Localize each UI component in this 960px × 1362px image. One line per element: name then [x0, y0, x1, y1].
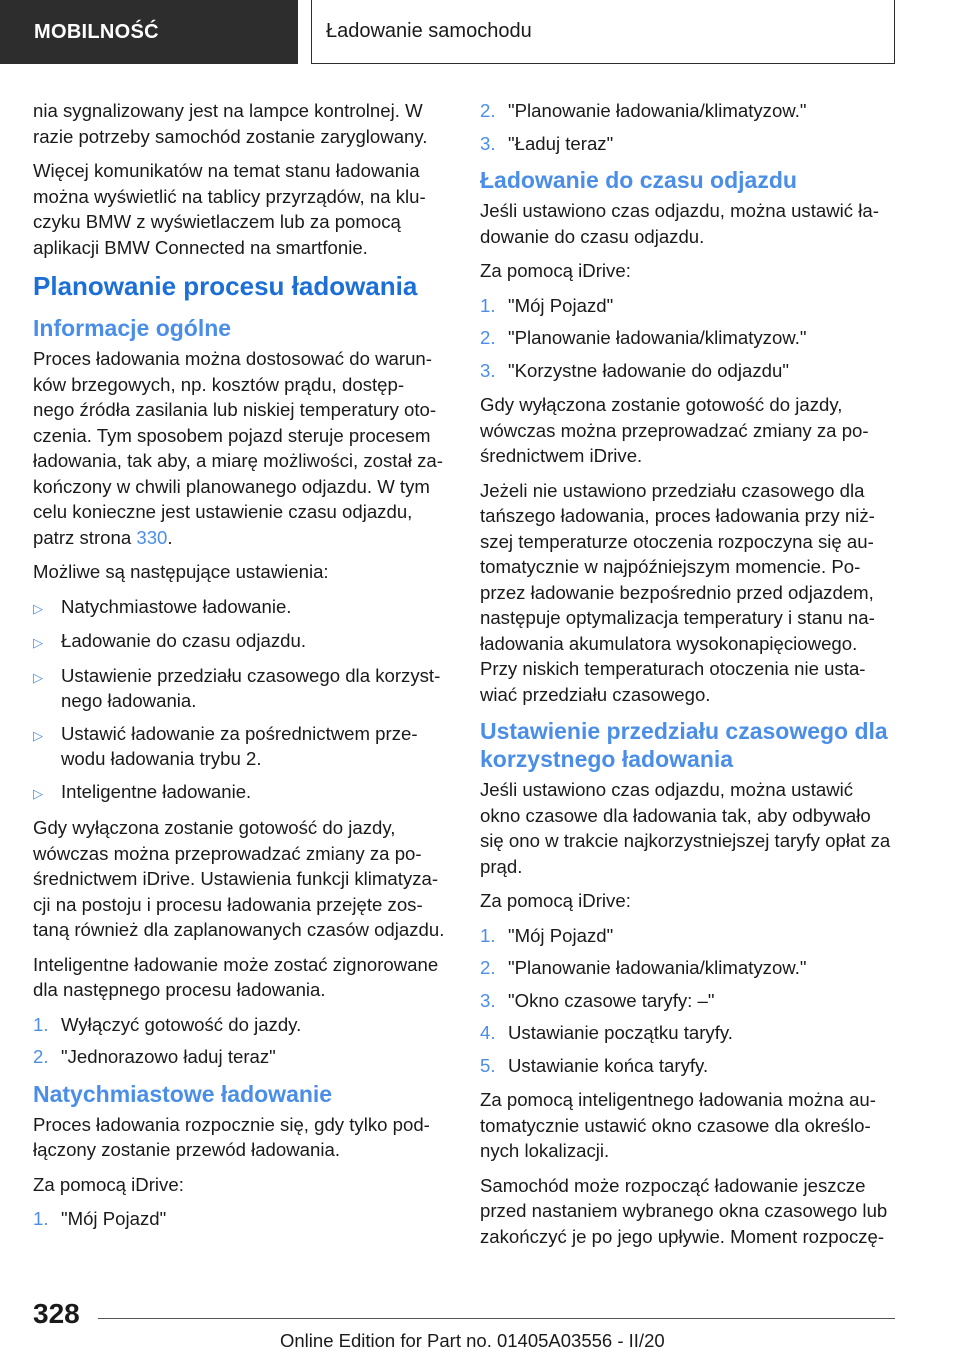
paragraph: Za pomocą iDrive: [480, 890, 631, 911]
numbered-list [480, 293, 895, 384]
paragraph: Jeśli ustawiono czas odjazdu, można ustawić ła- dowanie do czasu odjazdu. [480, 200, 879, 247]
list-item: ▷ Ustawienie przedziału czasowego dla korzyst- nego ładowania. [33, 663, 448, 714]
numbered-list [33, 1012, 448, 1070]
paragraph: Za pomocą inteligentnego ładowania można au- tomatycznie ustawić okno czasowe dla określo- nych lokalizacji. [480, 1089, 876, 1161]
left-column [33, 98, 448, 1241]
list-item: 2. "Planowanie ładowania/klimatyzow." [480, 100, 807, 121]
list-item: 3. "Okno czasowe taryfy: –" [480, 989, 715, 1011]
footer-divider [98, 1318, 895, 1319]
heading-planning: Planowanie procesu ładowania [33, 271, 418, 301]
triangle-right-outline-icon: ▷ [33, 669, 43, 685]
page-number: 328 [33, 1298, 80, 1329]
paragraph: Jeżeli nie ustawiono przedziału czasowego dla tańszego ładowania, proces ładowania przy niż- szej temperaturze otoczenia rozpoczyna się au- tomatycznie w najpóźniejszym momencie. Po- przez ładowanie bezpośrednio przed odjazdem, następuje optymalizacja temperatury i stanu na- ładowania akumulatora wysokonapięciowego. Przy niskich temperaturach otoczenia nie usta- wiać przedziału czasowego. [480, 479, 875, 705]
paragraph: nia sygnalizowany jest na lampce kontrolnej. W razie potrzeby samochód zostanie zaryglowany. [33, 100, 428, 147]
list-item: 1. "Mój Pojazd" [480, 924, 614, 946]
subheading-departure-charging: Ładowanie do czasu odjazdu [480, 167, 797, 193]
paragraph: Proces ładowania rozpocznie się, gdy tylko pod- łączony zostanie przewód ładowania. [33, 1113, 430, 1160]
triangle-right-outline-icon: ▷ [33, 785, 43, 801]
right-column [480, 98, 895, 1258]
chapter-title: Ładowanie samochodu [311, 0, 895, 64]
paragraph: Jeśli ustawiono czas odjazdu, można ustawić okno czasowe dla ładowania tak, aby odbywało się ono w trakcie najkorzystniejszej taryfy opłat za prąd. [480, 779, 891, 877]
list-item: ▷ Natychmiastowe ładowanie. [33, 594, 448, 622]
paragraph: Inteligentne ładowanie może zostać zignorowane dla następnego procesu ładowania. [33, 953, 439, 1000]
list-item: 2. "Jednorazowo ładuj teraz" [33, 1046, 276, 1067]
subheading-immediate-charging: Natychmiastowe ładowanie [33, 1080, 333, 1107]
numbered-list [480, 923, 895, 1079]
list-item: 5. Ustawianie końca taryfy. [480, 1054, 709, 1076]
list-item: ▷ Ładowanie do czasu odjazdu. [33, 628, 448, 656]
list-item: 1. Wyłączyć gotowość do jazdy. [33, 1013, 302, 1035]
paragraph: Możliwe są następujące ustawienia: [33, 561, 329, 582]
triangle-right-outline-icon: ▷ [33, 635, 43, 650]
subheading-general-info: Informacje ogólne [33, 315, 232, 341]
list-item: 4. Ustawianie początku taryfy. [480, 1022, 733, 1043]
bullet-list [33, 594, 448, 807]
paragraph: Samochód może rozpocząć ładowanie jeszcze przed nastaniem wybranego okna czasowego lub zakończyć je po jego upływie. Moment rozpoczę- [480, 1174, 888, 1247]
section-tab: MOBILNOŚĆ [0, 0, 298, 64]
paragraph: Za pomocą iDrive: [33, 1173, 184, 1195]
paragraph: Więcej komunikatów na temat stanu ładowania można wyświetlić na tablicy przyrządów, na klu- czyku BMW z wyświetlaczem lub za pomocą aplikacji BMW Connected na smartfonie. [33, 160, 426, 258]
paragraph: Gdy wyłączona zostanie gotowość do jazdy, wówczas można przeprowadzać zmiany za po- średnictwem iDrive. Ustawienia funkcji klimatyza- cji na postoju i procesu ładowania przejęte zos- taną również dla zaplanowanych czasów odjazdu. [33, 817, 445, 940]
numbered-list [33, 1206, 448, 1232]
list-item: 2. "Planowanie ładowania/klimatyzow." [480, 957, 807, 978]
list-item: 2. "Planowanie ładowania/klimatyzow." [480, 327, 807, 348]
edition-footer: Online Edition for Part no. 01405A03556 - II/20 [280, 1330, 665, 1351]
triangle-right-outline-icon: ▷ [33, 600, 43, 616]
list-item: 3. "Korzystne ładowanie do odjazdu" [480, 359, 789, 381]
list-item: 1. "Mój Pojazd" [480, 294, 614, 316]
subheading-time-window: Ustawienie przedziału czasowego dla korzystnego ładowania [480, 718, 888, 772]
triangle-right-outline-icon: ▷ [33, 727, 43, 743]
list-item: 1. "Mój Pojazd" [33, 1208, 167, 1229]
paragraph: Za pomocą iDrive: [480, 260, 631, 281]
paragraph: Proces ładowania można dostosować do warun- ków brzegowych, np. kosztów prądu, dostęp- nego źródła zasilania lub niskiej temperatury oto- czenia. Tym sposobem pojazd steruje procesem ładowania, tak aby, a miarę możliwości, został za- kończony w chwili planowanego odjazdu. W tym celu konieczne jest ustawienie czasu odjazdu, patrz strona 330. [33, 348, 443, 548]
numbered-list [480, 98, 895, 156]
list-item: ▷ Ustawić ładowanie za pośrednictwem prze- wodu ładowania trybu 2. [33, 721, 448, 772]
paragraph: Gdy wyłączona zostanie gotowość do jazdy, wówczas można przeprowadzać zmiany za po- średnictwem iDrive. [480, 394, 869, 466]
page-link[interactable]: 330 [136, 526, 168, 548]
list-item: ▷ Inteligentne ładowanie. [33, 779, 448, 807]
list-item: 3. "Ładuj teraz" [480, 132, 614, 154]
